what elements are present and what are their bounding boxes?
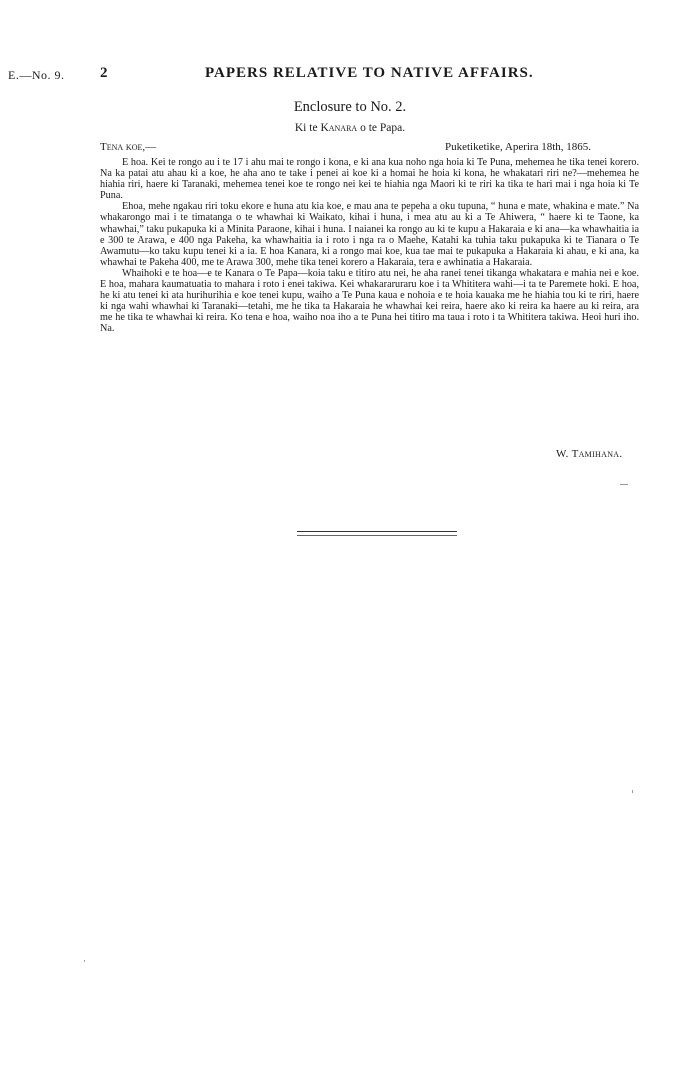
scan-speck: [84, 960, 85, 962]
running-title: PAPERS RELATIVE TO NATIVE AFFAIRS.: [205, 65, 534, 81]
address-suffix: o te Papa.: [360, 122, 406, 134]
address-prefix: Ki te: [294, 122, 318, 134]
closing-rule: [297, 531, 457, 532]
letter-body: [100, 157, 639, 335]
salutation: Tena koe,—: [100, 141, 157, 153]
signature: W. Tamihana.: [556, 448, 623, 460]
closing-rule-lower: [297, 535, 457, 536]
letter-address: [0, 122, 700, 134]
scan-speck: [632, 790, 633, 793]
addressee-name: Kanara: [320, 122, 358, 134]
scan-speck: [620, 484, 628, 485]
series-number: E.—No. 9.: [8, 68, 65, 82]
page-number: 2: [100, 65, 108, 81]
enclosure-title: Enclosure to No. 2.: [293, 99, 407, 115]
letter-paragraph: E hoa. Kei te rongo au i te 17 i ahu mai te rongo i kona, e ki ana kua noho nga hoia ki Te Puna, mehemea he tika tenei korero. Na ka patai atu ahau ki a koe, he aha ano te take i penei ai koe ki a homai he hoia ki kona, he whakatari riri ne?—mehemea he hiahia riri, haere ki Taranaki, mehemea tenei koe te rongo nei kei te hiahia nga Maori ki te riri ka tika te hari mai i nga hoia ki Te Puna.: [100, 157, 639, 202]
letter-paragraph: Whaihoki e te hoa—e te Kanara o Te Papa—koia taku e titiro atu nei, he aha ranei tenei tikanga whakatara e mahia nei e koe. E hoa, mahara kaumatuatia to mahara i roto i enei takiwa. Kei whakararuraru koe i ta Whititera wahi—i ta te Paremete hoki. E hoa, he ki atu tenei ki ata hurihurihia e koe tenei kupu, waiho a Te Puna kaua e nohoia e te hoia kauaka me he hiahia tou ki te riri, haere ki nga wahi whawhai ki Taranaki—tetahi, me he tika ta Hakaraia he whawhai kei reira, haere ako ki reira ka haere au ki reira, ara me he tika te whawhai ki reira. Ko tena e hoa, waiho noa iho a te Puna hei titiro ma taua i roto i ta Whititera takiwa. Heoi huri iho. Na.: [100, 267, 639, 335]
place-date: Puketiketike, Aperira 18th, 1865.: [445, 141, 592, 153]
letter-paragraph: Ehoa, mehe ngakau riri toku ekore e huna atu kia koe, e mau ana te pepeha a oku tupuna, “ huna e mate, whakina e mate.” Na whakarongo mai i te timatanga o te whawhai ki Waikato, kihai i huna, i mea atu au ki a Te Ahiwera, “ haere ki te Taone, ka whawhai,” taku pukapuka ki a Minita Paraone, kihai i huna. I naianei ka rongo au ki te kupu a Hakaraia e ki ana—ka whawhaitia ia e 300 te Arawa, e 400 nga Pakeha, ka whawhaitia ia i roto i nga ra o Maehe, Katahi ka tuhia taku pukapuka ki te Tianara o Te Awamutu—ko taku kupu tenei ki a ia. E hoa Kanara, ki a rongo mai koe, kua tae mai te pukapuka a Hakaraia ki ahau, e ki ana, ka whawhai te Pakeha 400, me te Arawa 300, mehe tika tenei korero a Hakaraia, tera e awhinatia a Hakaraia.: [100, 201, 639, 268]
